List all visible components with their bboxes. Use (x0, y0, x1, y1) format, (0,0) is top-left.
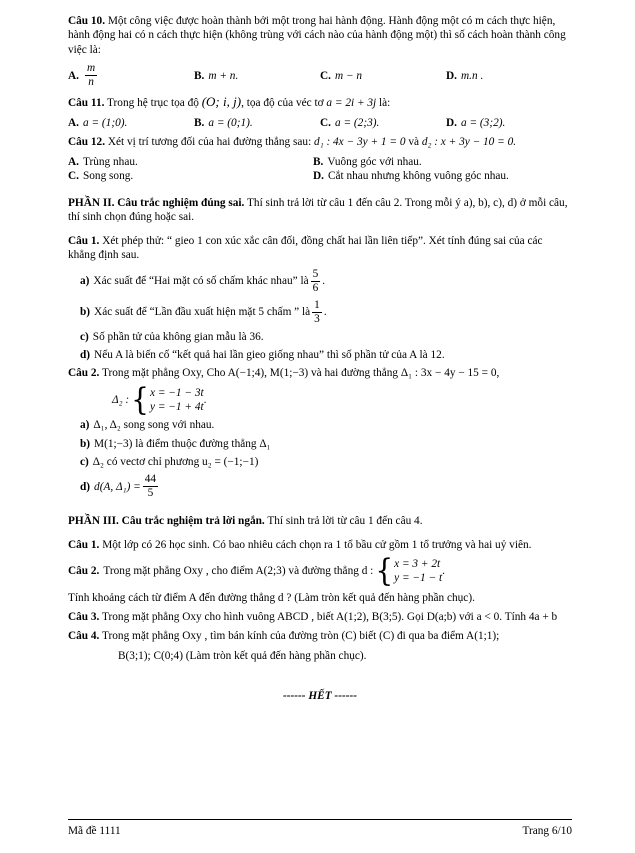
part-3-question-2-text: Tính khoảng cách từ điểm A đến đường thẳng d ? (Làm tròn kết quả đến hàng phần chục). (68, 591, 475, 604)
question-11: Câu 11. Trong hệ trục tọa độ (O; i, j), tọa độ của véc tơ a = 2i + 3j là: (68, 94, 391, 110)
page-footer (68, 819, 572, 838)
part-2-question-1: Câu 1. Xét phép thử: “ gieo 1 con xúc xắc cân đối, đồng chất hai lần liên tiếp”. Xét tính đúng sai của các khẳng định sau. (68, 234, 543, 262)
part-3-question-3: Câu 3. Trong mặt phẳng Oxy cho hình vuông ABCD , biết A(1;2), B(3;5). Gọi D(a;b) với a < 0. Tính 4a + b (68, 611, 558, 623)
option-b: B. a = (0;1). (194, 116, 253, 129)
part-3-question-4: Câu 4. Trong mặt phẳng Oxy , tìm bán kính của đường tròn (C) biết (C) đi qua ba điểm A(1;1); (68, 630, 500, 643)
option-c: C. m − n (320, 69, 363, 82)
page-number: Trang 6/10 (522, 825, 572, 837)
question-10 (68, 14, 572, 57)
statement-d: d) Nếu A là biến cố “kết quả hai lần gieo giống nhau” thì số phần tử của A là 12. (80, 348, 445, 361)
exam-page (68, 14, 572, 704)
end-mark: ------ HẾT ------ (282, 690, 357, 703)
equation-d1: d₁ : 4x − 3y + 1 = 0 (314, 136, 406, 149)
option-d: D. a = (3;2). (446, 116, 506, 129)
option-a: A. $\frac{m}{n}$ (68, 62, 96, 89)
part-2-question-2: Câu 2. Trong mặt phẳng Oxy, Cho A(−1;4), M(1;−3) và hai đường thẳng Δ₁ : 3x − 4y − 15 = 0, (68, 367, 500, 380)
statement-c: c) Δ₂ có vectơ chỉ phương u₂ = (−1;−1) (80, 456, 259, 468)
question-12: Câu 12. Xét vị trí tương đối của hai đường thẳng sau: d₁ : 4x − 3y + 1 = 0 và d₂ : x + 3y − 10 = 0. (68, 136, 517, 149)
parametric-system: { x = 3 + 2t y = −1 − t (375, 552, 443, 590)
part-3-question-1: Câu 1. Một lớp có 26 học sinh. Có bao nhiêu cách chọn ra 1 tổ bầu cử gồm 1 tổ trưởng và hai uỷ viên. (68, 538, 532, 551)
coordinate-frame: (O; i, j) (201, 94, 242, 110)
fraction: $\frac{5}{6}$ (312, 267, 319, 294)
question-text: Một công việc được hoàn thành bởi một trong hai hành động. Hành động một có m cách thực hiện, hành động hai có n cách thực hiện (không trùng với cách nào của hành động một) thì số cách hoàn thành công việc là: (68, 15, 566, 56)
option-b: B. m + n. (194, 69, 239, 82)
exam-code: Mã đề 1111 (68, 825, 121, 837)
part-2-heading: PHẦN II. Câu trắc nghiệm đúng sai. Thí sinh trả lời từ câu 1 đến câu 2. Trong mỗi ý a), b), c), d) ở mỗi câu, thí sinh chọn đúng hoặc sai. (68, 196, 568, 224)
option-c: C. Song song. (68, 170, 134, 183)
fraction: $\frac{1}{3}$ (314, 298, 320, 325)
statement-b: b) M(1;−3) là điểm thuộc đường thẳng Δ₁ (80, 437, 271, 450)
brace-icon: { (131, 381, 149, 418)
parametric-system: { x = −1 − 3t y = −1 + 4t (131, 381, 204, 418)
part-3-question-4-cont: B(3;1); C(0;4) (Làm tròn kết quả đến hàng phần chục). (118, 649, 367, 662)
equation-d2: d₂ : x + 3y − 10 = 0. (421, 136, 517, 149)
part-3-heading: PHẦN III. Câu trắc nghiệm trả lời ngắn. Thí sinh trả lời từ câu 1 đến câu 4. (68, 515, 423, 528)
statement-b: b) Xác suất để “Lần đầu xuất hiện mặt 5 chấm ” là $\frac{1}{3}$ . (80, 298, 327, 325)
option-d: D. Cắt nhau nhưng không vuông góc nhau. (313, 170, 509, 183)
option-a: A. a = (1;0). (68, 116, 128, 129)
statement-d: d) d(A, Δ₁) = $\frac{44}{5}$ (80, 473, 157, 500)
option-b: B. Vuông góc với nhau. (313, 155, 422, 168)
option-d: D. m.n . (446, 69, 484, 82)
question-label: Câu 10. (68, 15, 106, 27)
option-c: C. a = (2;3). (320, 116, 380, 129)
statement-a: a) Δ₁, Δ₂ song song với nhau. (80, 419, 215, 432)
fraction: $\frac{44}{5}$ (144, 473, 157, 500)
question-11-options (68, 116, 572, 130)
part-3-question-2: Câu 2. Trong mặt phẳng Oxy , cho điểm A(2;3) và đường thẳng d : { x = 3 + 2t y = −1 − t . (68, 552, 445, 590)
option-a: A. Trùng nhau. (68, 155, 138, 168)
question-10-options (68, 62, 572, 89)
fraction: $\frac{m}{n}$ (86, 62, 96, 89)
line-delta-2: Δ₂ : { x = −1 − 3t y = −1 + 4t . (112, 381, 207, 418)
brace-icon: { (375, 552, 394, 590)
statement-a: a) Xác suất để “Hai mặt có số chấm khác nhau” là $\frac{5}{6}$ . (80, 267, 326, 294)
question-12-options (68, 155, 572, 184)
vector-expression: a = 2i + 3j (326, 97, 377, 110)
statement-c: c) Số phần tử của không gian mẫu là 36. (80, 330, 264, 343)
